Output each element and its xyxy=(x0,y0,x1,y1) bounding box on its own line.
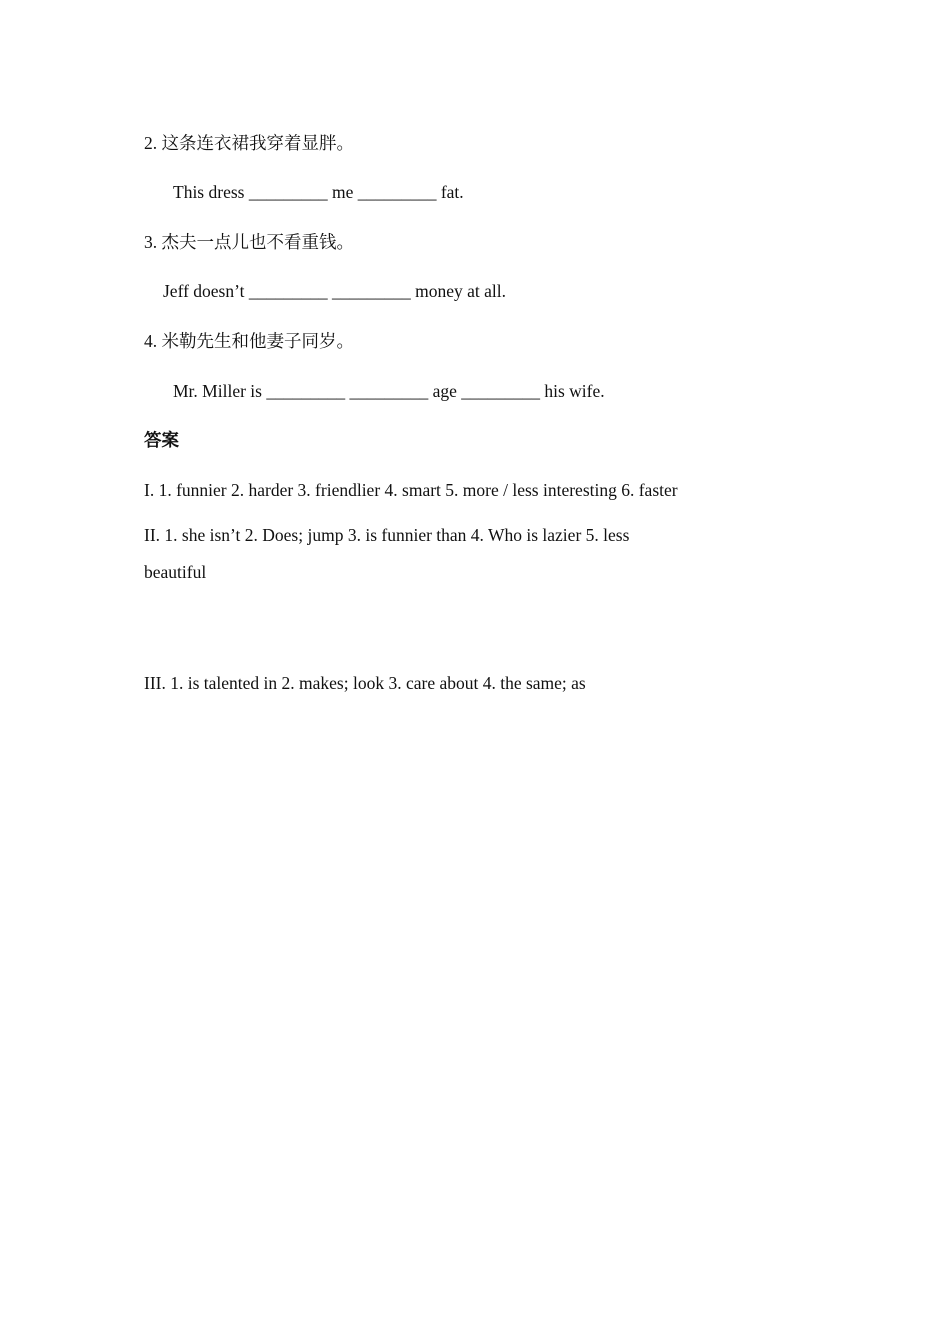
answers-part-2-line-2: beautiful xyxy=(144,562,207,582)
question-2-sentence: This dress _________ me _________ fat. xyxy=(173,182,464,202)
answers-part-2-line-1: II. 1. she isn’t 2. Does; jump 3. is funnier than 4. Who is lazier 5. less xyxy=(144,525,630,545)
answers-part-3: III. 1. is talented in 2. makes; look 3. care about 4. the same; as xyxy=(144,673,586,693)
question-4-sentence: Mr. Miller is _________ _________ age _________ his wife. xyxy=(173,381,605,401)
question-2-prompt: 2. 这条连衣裙我穿着显胖。 xyxy=(144,133,354,153)
question-4-prompt: 4. 米勒先生和他妻子同岁。 xyxy=(144,331,354,351)
question-3-prompt: 3. 杰夫一点儿也不看重钱。 xyxy=(144,232,354,252)
question-3-sentence: Jeff doesn’t _________ _________ money at all. xyxy=(163,281,506,301)
answers-part-1: I. 1. funnier 2. harder 3. friendlier 4. smart 5. more / less interesting 6. faster xyxy=(144,480,678,500)
answers-heading: 答案 xyxy=(144,430,179,450)
